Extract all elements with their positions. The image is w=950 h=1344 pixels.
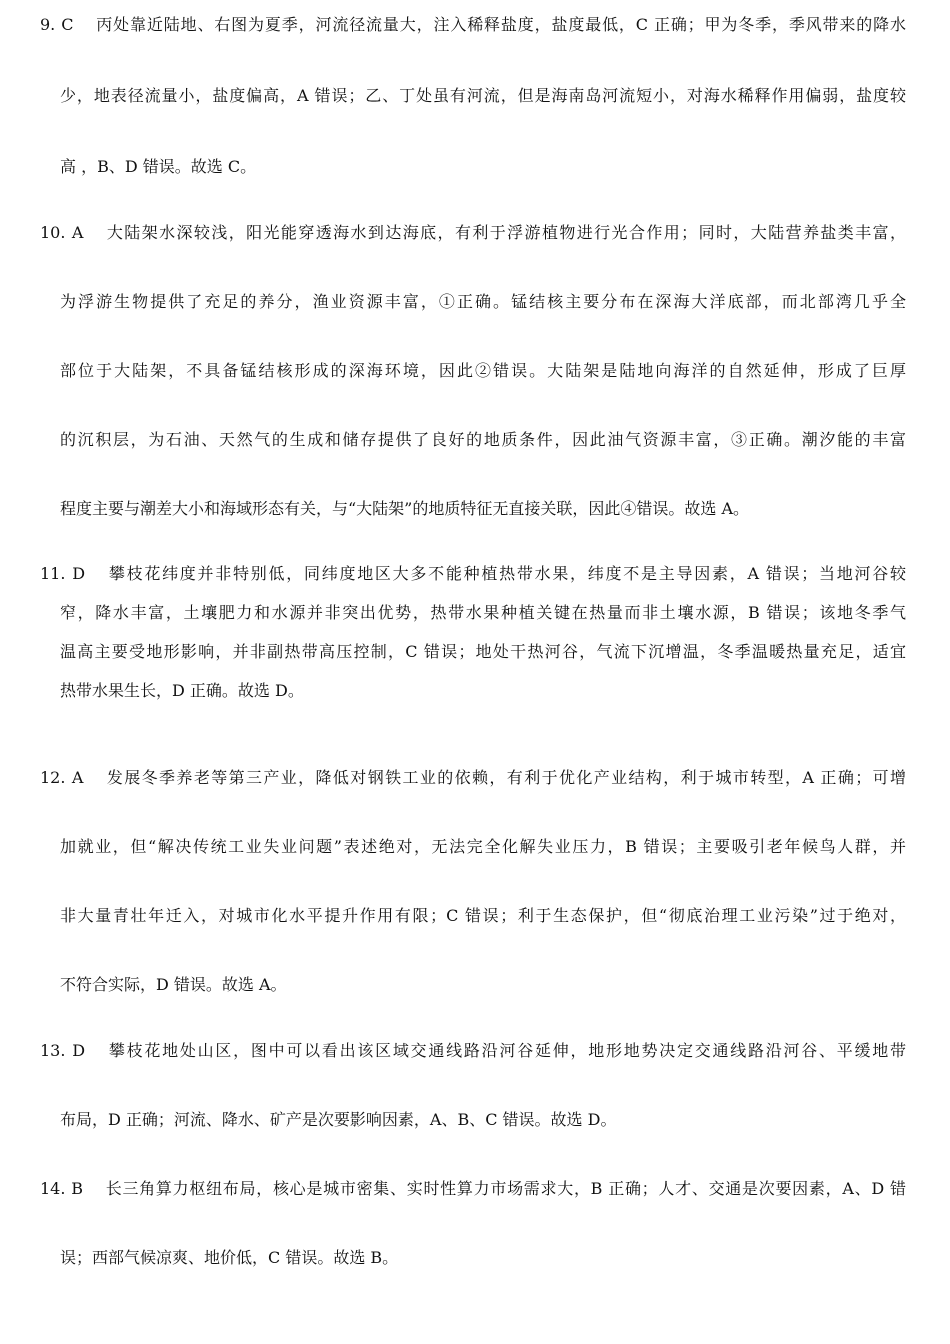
question-number: 13. D bbox=[40, 1041, 86, 1060]
answer-line: 布局，D 正确；河流、降水、矿产是次要影响因素，A、B、C 错误。故选 D。 bbox=[60, 1110, 617, 1129]
answer-line: 少，地表径流量小，盐度偏高，A 错误；乙、丁处虽有河流，但是海南岛河流短小，对海水稀释作用偏弱，盐度较 bbox=[60, 86, 906, 105]
answer-line: 10. A 大陆架水深较浅，阳光能穿透海水到达海底，有利于浮游植物进行光合作用；同时，大陆营养盐类丰富， bbox=[40, 223, 906, 242]
answer-item-9 bbox=[40, 12, 906, 176]
answer-line: 不符合实际，D 错误。故选 A。 bbox=[60, 975, 287, 994]
answer-item-11 bbox=[40, 561, 906, 700]
answer-line: 12. A 发展冬季养老等第三产业，降低对钢铁工业的依赖，有利于优化产业结构，利于城市转型，A 正确；可增 bbox=[40, 768, 906, 787]
answer-item-12 bbox=[40, 765, 906, 994]
answer-line: 的沉积层，为石油、天然气的生成和储存提供了良好的地质条件，因此油气资源丰富，③正确。潮汐能的丰富 bbox=[60, 430, 906, 449]
answer-item-10 bbox=[40, 220, 906, 518]
answer-line: 14. B 长三角算力枢纽布局，核心是城市密集、实时性算力市场需求大，B 正确；人才、交通是次要因素，A、D 错 bbox=[40, 1179, 906, 1198]
question-number: 12. A bbox=[40, 768, 84, 787]
answer-line: 高 ，B、D 错误。故选 C。 bbox=[60, 157, 257, 176]
answer-line: 13. D 攀枝花地处山区，图中可以看出该区域交通线路沿河谷延伸，地形地势决定交通线路沿河谷、平缓地带 bbox=[40, 1041, 906, 1060]
answer-line: 温高主要受地形影响，并非副热带高压控制，C 错误；地处干热河谷，气流下沉增温，冬季温暖热量充足，适宜 bbox=[60, 642, 906, 661]
answer-line: 为浮游生物提供了充足的养分，渔业资源丰富，①正确。锰结核主要分布在深海大洋底部，而北部湾几乎全 bbox=[60, 292, 906, 311]
question-number: 11. D bbox=[40, 564, 86, 583]
answer-line: 部位于大陆架，不具备锰结核形成的深海环境，因此②错误。大陆架是陆地向海洋的自然延伸，形成了巨厚 bbox=[60, 361, 906, 380]
answer-line: 9. C 丙处靠近陆地、右图为夏季，河流径流量大，注入稀释盐度，盐度最低，C 正确；甲为冬季，季风带来的降水 bbox=[40, 15, 906, 34]
answer-line: 窄，降水丰富，土壤肥力和水源并非突出优势，热带水果种植关键在热量而非土壤水源，B 错误；该地冬季气 bbox=[60, 603, 906, 622]
answer-line: 误；西部气候凉爽、地价低，C 错误。故选 B。 bbox=[60, 1248, 399, 1267]
answer-item-13 bbox=[40, 1038, 906, 1129]
answer-line: 11. D 攀枝花纬度并非特别低，同纬度地区大多不能种植热带水果，纬度不是主导因素，A 错误；当地河谷较 bbox=[40, 564, 906, 583]
answer-line: 加就业，但“解决传统工业失业问题”表述绝对，无法完全化解失业压力，B 错误；主要吸引老年候鸟人群，并 bbox=[60, 837, 906, 856]
answer-line: 程度主要与潮差大小和海域形态有关，与“大陆架”的地质特征无直接关联，因此④错误。故选 A。 bbox=[60, 499, 750, 518]
question-number: 9. C bbox=[40, 15, 74, 34]
question-number: 14. B bbox=[40, 1179, 84, 1198]
question-number: 10. A bbox=[40, 223, 84, 242]
answer-line: 热带水果生长，D 正确。故选 D。 bbox=[60, 681, 304, 700]
answer-line: 非大量青壮年迁入，对城市化水平提升作用有限；C 错误；利于生态保护，但“彻底治理工业污染”过于绝对， bbox=[60, 906, 906, 925]
answer-item-14 bbox=[40, 1176, 906, 1267]
